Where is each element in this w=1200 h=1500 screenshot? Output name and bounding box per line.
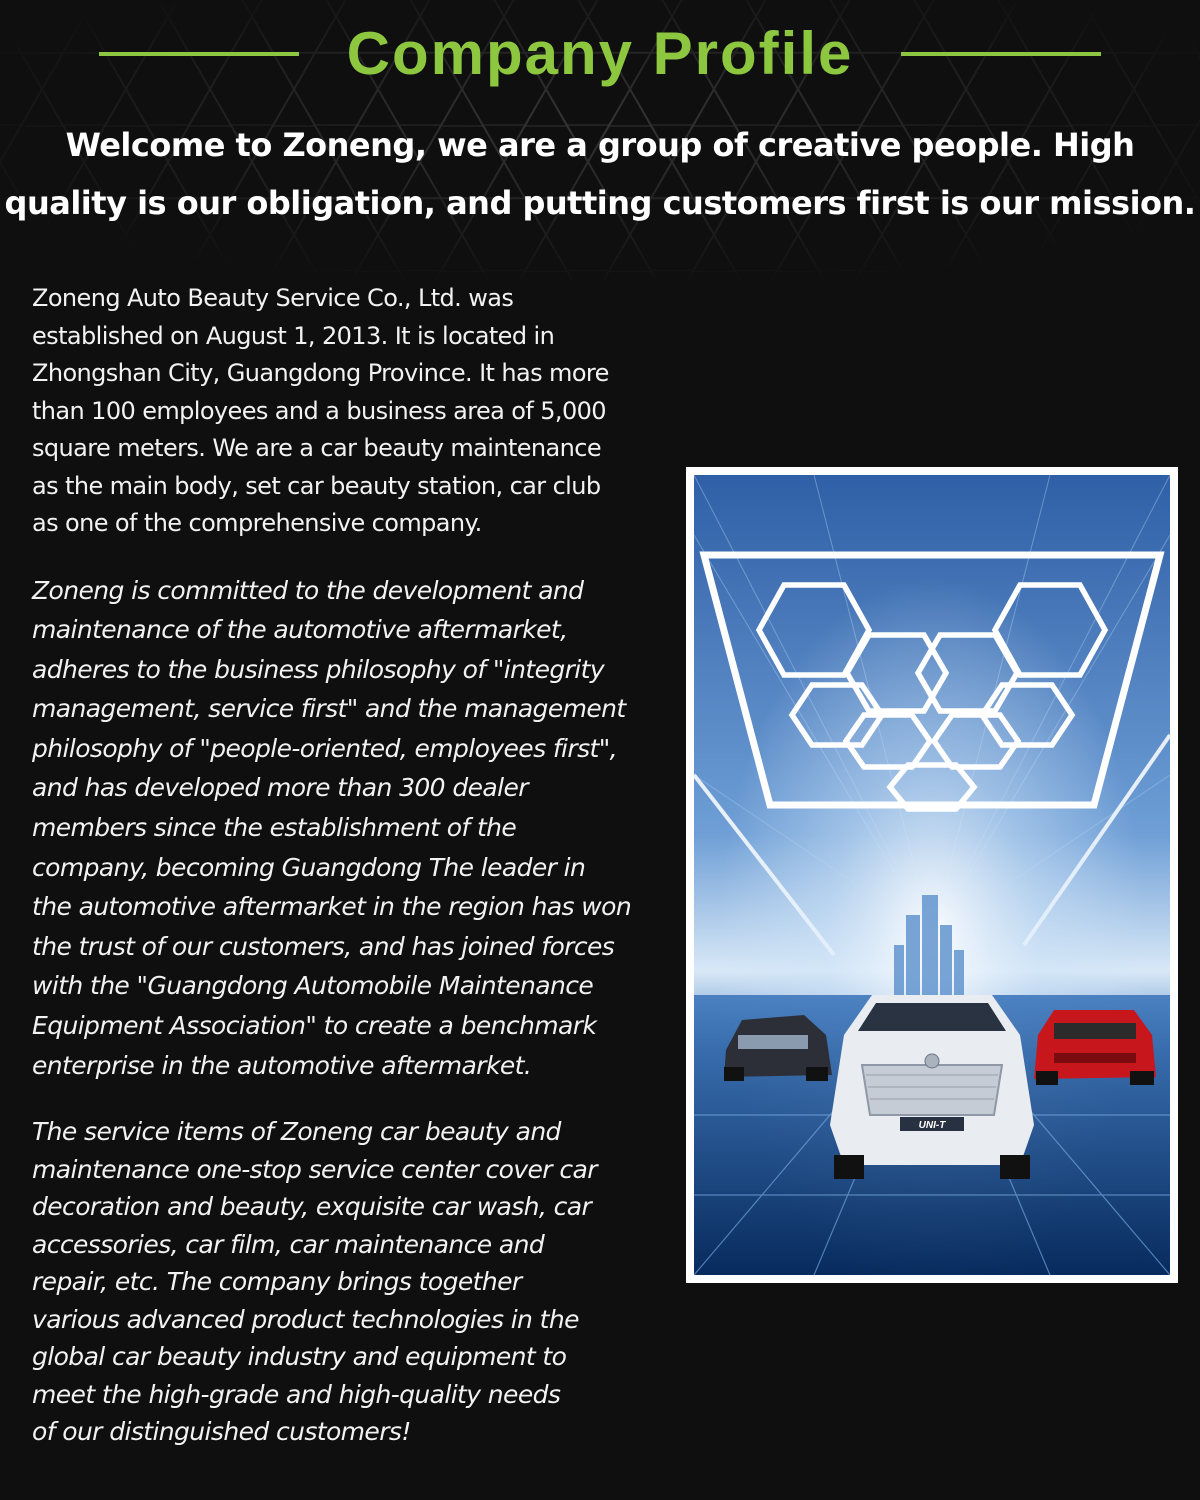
text-line: management, service first" and the management [32,694,626,724]
text-line: global car beauty industry and equipment to [32,1342,567,1372]
text-line: maintenance one-stop service center cover car [32,1154,597,1184]
text-line: the trust of our customers, and has joined forces [32,931,615,961]
text-line: of our distinguished customers! [32,1417,411,1447]
text-line: company, becoming Guangdong The leader in [32,852,586,882]
white-suv [830,995,1034,1179]
title-rule-left [99,52,299,56]
text-line: as the main body, set car beauty station, car club [32,471,601,500]
welcome-statement [0,116,1200,232]
text-line: Zhongshan City, Guangdong Province. It has more [32,359,609,387]
title-rule-right [901,52,1101,56]
hexagon-garage-light-photo [694,475,1170,1275]
text-line: philosophy of "people-oriented, employees first", [32,733,617,763]
text-line: Zoneng Auto Beauty Service Co., Ltd. was [32,284,514,312]
text-line: repair, etc. The company brings together [32,1267,522,1297]
text-line: square meters. We are a car beauty maintenance [32,434,602,462]
paragraph-services [32,1113,672,1451]
paragraph-overview [32,280,672,543]
text-line: Equipment Association" to create a benchmark [32,1011,597,1041]
text-line: with the "Guangdong Automobile Maintenance [32,971,594,1001]
paragraph-philosophy [32,571,672,1086]
car-badge: UNI-T [918,1120,946,1131]
text-line: meet the high-grade and high-quality needs [32,1379,561,1409]
text-line: various advanced product technologies in the [32,1304,579,1334]
page-title: Company Profile [346,20,854,87]
text-line: the automotive aftermarket in the region has won [32,892,632,922]
text-line: accessories, car film, car maintenance and [32,1229,545,1259]
showroom-photo-frame [686,467,1178,1283]
welcome-line-1: Welcome to Zoneng, we are a group of creative people. High [65,126,1135,164]
text-line: maintenance of the automotive aftermarket, [32,615,568,645]
text-line: than 100 employees and a business area of 5,000 [32,396,606,425]
red-suv [1034,1010,1156,1085]
text-line: adheres to the business philosophy of "integrity [32,654,605,684]
welcome-line-2: quality is our obligation, and putting customers first is our mission. [4,184,1196,222]
text-line: as one of the comprehensive company. [32,509,482,537]
text-line: Zoneng is committed to the development and [32,575,584,605]
section-header [0,14,1200,94]
text-line: established on August 1, 2013. It is located in [32,321,555,350]
text-line: members since the establishment of the [32,813,517,843]
text-line: and has developed more than 300 dealer [32,773,528,803]
text-line: decoration and beauty, exquisite car wash, car [32,1192,592,1222]
company-description [32,280,672,1451]
text-line: The service items of Zoneng car beauty and [32,1117,561,1147]
text-line: enterprise in the automotive aftermarket. [32,1050,532,1080]
